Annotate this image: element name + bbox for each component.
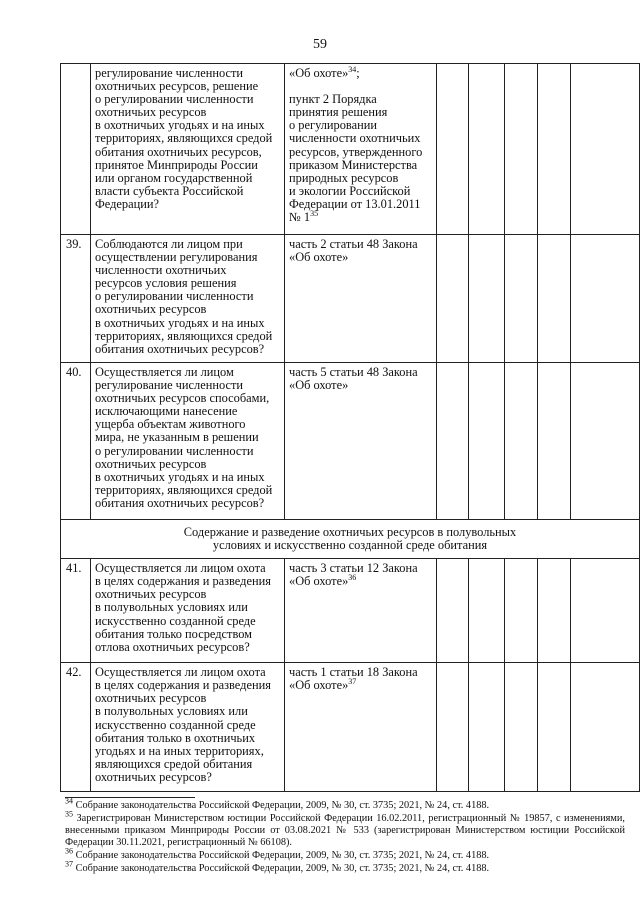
footnote: $^{34}$ Собрание законодательства Российской Федерации, 2009, № 30, ст. 3735; 2021, № 24, ст. 4188. bbox=[65, 796, 490, 811]
table-row bbox=[61, 235, 640, 363]
legal-reference: «Об охоте»$^{34}$; пункт 2 Порядка принятия решения о регулировании численности охотничьих ресурсов, утвержденного приказом Министерства природных ресурсов и экологии Российской Федерации от 13.01.2011 № $1^{35}$ bbox=[285, 64, 437, 235]
legal-reference: часть 3 статьи 12 Закона «Об охоте»$^{36}$ bbox=[285, 559, 437, 663]
table-row bbox=[61, 559, 640, 663]
answer-cell[interactable] bbox=[469, 363, 505, 520]
answer-cell[interactable] bbox=[571, 64, 640, 235]
answer-cell[interactable] bbox=[469, 235, 505, 363]
legal-reference: часть 1 статьи 18 Закона «Об охоте»$^{37}$ bbox=[285, 663, 437, 792]
table-row bbox=[61, 64, 640, 235]
answer-cell[interactable] bbox=[437, 559, 469, 663]
answer-cell[interactable] bbox=[538, 559, 571, 663]
answer-cell[interactable] bbox=[505, 64, 538, 235]
answer-cell[interactable] bbox=[437, 235, 469, 363]
answer-cell[interactable] bbox=[538, 663, 571, 792]
footnote: $^{36}$ Собрание законодательства Российской Федерации, 2009, № 30, ст. 3735; 2021, № 24, ст. 4188. bbox=[65, 846, 490, 861]
answer-cell[interactable] bbox=[571, 663, 640, 792]
row-number: 39. bbox=[61, 235, 91, 363]
answer-cell[interactable] bbox=[437, 363, 469, 520]
answer-cell[interactable] bbox=[505, 663, 538, 792]
footnote-ref: 36 bbox=[348, 573, 357, 583]
table-row bbox=[61, 363, 640, 520]
question-text: Соблюдаются ли лицом при осуществлении регулирования численности охотничьих ресурсов условия решения о регулировании численности охотничьих ресурсов в охотничьих угодьях и на иных территориях, являющихся средой обитания охотничьих ресурсов? bbox=[91, 235, 285, 363]
answer-cell[interactable] bbox=[437, 64, 469, 235]
answer-cell[interactable] bbox=[505, 235, 538, 363]
answer-cell[interactable] bbox=[505, 559, 538, 663]
footnote-ref: 35 bbox=[310, 208, 319, 218]
question-text: Осуществляется ли лицом охота в целях содержания и разведения охотничьих ресурсов в полувольных условиях или искусственно созданной среде обитания только в охотничьих угодьях и на иных территориях, являющихся средой обитания охотничьих ресурсов? bbox=[91, 663, 285, 792]
answer-cell[interactable] bbox=[437, 663, 469, 792]
legal-reference: часть 5 статьи 48 Закона «Об охоте» bbox=[285, 363, 437, 520]
footnote: $^{35}$ Зарегистрирован Министерством юстиции Российской Федерации 16.02.2011, регистрационный № 19857, с изменениями, внесенными приказом Минприроды России от 03.08.2021 № 533 (зарегистрирован Министерством юстиции Российской Федерации 30.11.2021, регистрационный № 66108). bbox=[65, 809, 625, 849]
row-number bbox=[61, 64, 91, 235]
footnotes bbox=[65, 796, 625, 875]
section-title: Содержание и разведение охотничьих ресурсов в полувольных условиях и искусственно созданной среде обитания bbox=[61, 520, 640, 559]
answer-cell[interactable] bbox=[469, 64, 505, 235]
legal-reference: часть 2 статьи 48 Закона «Об охоте» bbox=[285, 235, 437, 363]
checklist-table bbox=[60, 63, 640, 792]
question-text: Осуществляется ли лицом регулирование численности охотничьих ресурсов способами, исключающими нанесение ущерба объектам животного мира, не указанным в решении о регулировании численности охотничьих ресурсов в охотничьих угодьях и на иных территориях, являющихся средой обитания охотничьих ресурсов? bbox=[91, 363, 285, 520]
question-text: Осуществляется ли лицом охота в целях содержания и разведения охотничьих ресурсов в полувольных условиях или искусственно созданной среде обитания только посредством отлова охотничьих ресурсов? bbox=[91, 559, 285, 663]
answer-cell[interactable] bbox=[571, 235, 640, 363]
question-text: регулирование численности охотничьих ресурсов, решение о регулировании численности охотничьих ресурсов в охотничьих угодьях и на иных территориях, являющихся средой обитания охотничьих ресурсов, принятое Минприроды России или органом государственной власти субъекта Российской Федерации? bbox=[91, 64, 285, 235]
answer-cell[interactable] bbox=[571, 559, 640, 663]
answer-cell[interactable] bbox=[505, 363, 538, 520]
section-header-row bbox=[61, 520, 640, 559]
answer-cell[interactable] bbox=[469, 559, 505, 663]
footnote-ref: 34 bbox=[348, 64, 357, 74]
answer-cell[interactable] bbox=[538, 363, 571, 520]
answer-cell[interactable] bbox=[469, 663, 505, 792]
row-number: 41. bbox=[61, 559, 91, 663]
answer-cell[interactable] bbox=[538, 235, 571, 363]
footnote: $^{37}$ Собрание законодательства Российской Федерации, 2009, № 30, ст. 3735; 2021, № 24, ст. 4188. bbox=[65, 859, 490, 874]
footnote-divider bbox=[65, 797, 195, 798]
table-row bbox=[61, 663, 640, 792]
answer-cell[interactable] bbox=[538, 64, 571, 235]
row-number: 40. bbox=[61, 363, 91, 520]
row-number: 42. bbox=[61, 663, 91, 792]
answer-cell[interactable] bbox=[571, 363, 640, 520]
page-number: 59 bbox=[313, 37, 327, 52]
footnote-ref: 37 bbox=[348, 677, 357, 687]
